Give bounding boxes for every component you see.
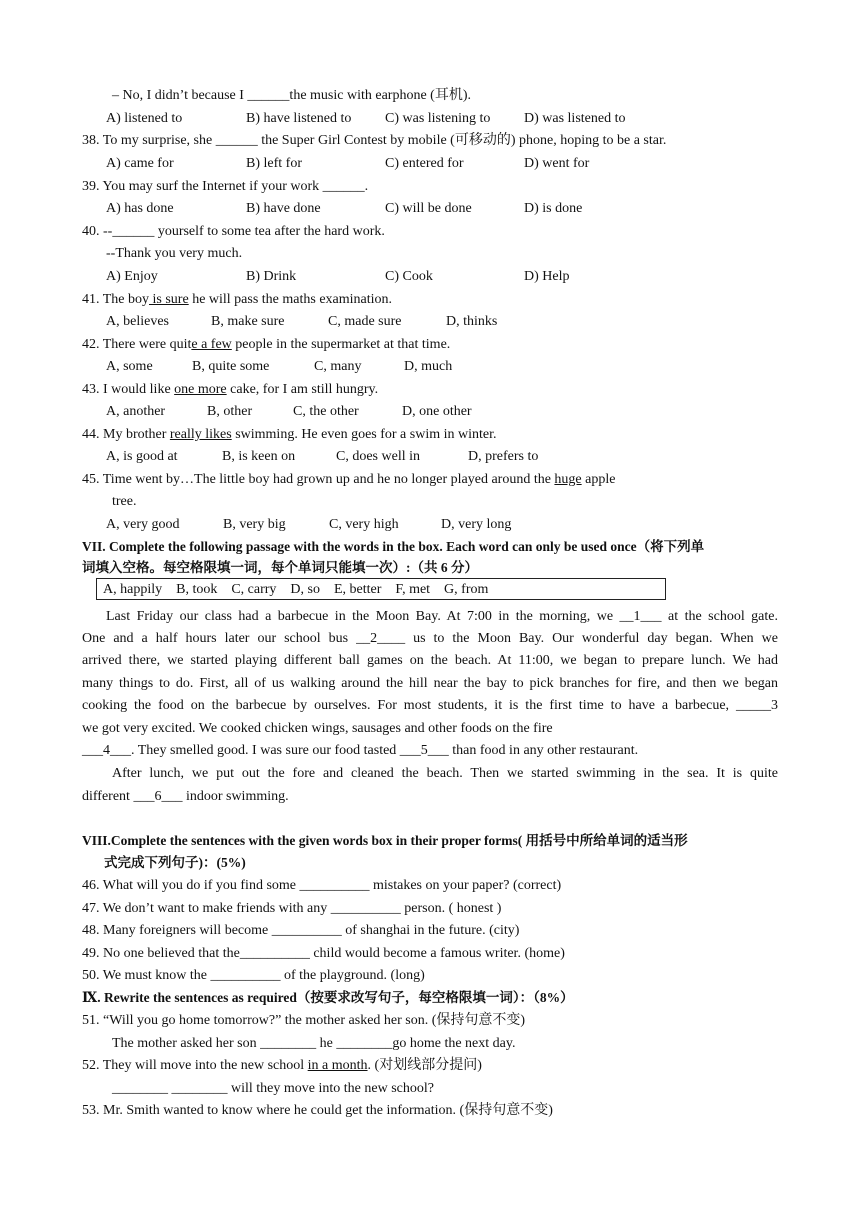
q51-stem: 51. “Will you go home tomorrow?” the mother asked her son. (保持句意不变) bbox=[82, 1013, 526, 1028]
passage-line-2: One and a half hours later our school bus __2____ us to the Moon Bay. Our wonderful day began. When we bbox=[82, 631, 778, 646]
q45-stem bbox=[82, 471, 615, 489]
option-a: A, some bbox=[106, 359, 153, 374]
q52-answer-line: ________ ________ will they move into the new school? bbox=[112, 1081, 434, 1096]
option-a: A) has done bbox=[106, 201, 174, 216]
underlined-phrase: e a few bbox=[191, 337, 232, 352]
option-b: B, is keen on bbox=[222, 449, 296, 464]
stem-text: 45. Time went by…The little boy had grown up and he no longer played around the bbox=[82, 472, 555, 487]
passage-line-3: arrived there, we started playing different ball games on the beach. At 11:00, we began to prepare lunch. We had bbox=[82, 653, 778, 668]
stem-text: he will pass the maths examination. bbox=[188, 292, 393, 307]
option-b: B) have done bbox=[246, 201, 321, 216]
option-b: B) left for bbox=[246, 156, 302, 171]
option-c: C, does well in bbox=[336, 449, 420, 464]
stem-text: . (对划线部分提问) bbox=[367, 1058, 482, 1073]
option-d: D) was listened to bbox=[524, 111, 626, 126]
option-a: A, another bbox=[106, 404, 166, 419]
passage-line-8: After lunch, we put out the fore and cleaned the beach. Then we started swimming in the sea. It is quite bbox=[112, 766, 778, 781]
stem-text: cake, for I am still hungry. bbox=[226, 382, 379, 397]
q45-stem-continued: tree. bbox=[112, 494, 137, 509]
section-7-title-cont: 词填入空格。每空格限填一词，每个单词只能填一次）:（共 6 分） bbox=[82, 560, 478, 575]
stem-text: 52. They will move into the new school bbox=[82, 1058, 308, 1073]
underlined-phrase: in a month bbox=[307, 1058, 368, 1073]
stem-text: 42. There were quit bbox=[82, 337, 192, 352]
q39-stem: 39. You may surf the Internet if your work ______. bbox=[82, 179, 369, 194]
option-d: D) Help bbox=[524, 269, 570, 284]
word-box bbox=[96, 578, 666, 600]
stem-text: swimming. He even goes for a swim in winter. bbox=[231, 427, 497, 442]
passage-line-7: ___4___. They smelled good. I was sure our food tasted ___5___ than food in any other restaurant. bbox=[82, 743, 639, 758]
stem-text: 44. My brother bbox=[82, 427, 170, 442]
q41-stem bbox=[82, 291, 392, 309]
option-a: A, believes bbox=[106, 314, 169, 329]
q38-stem: 38. To my surprise, she ______ the Super Girl Contest by mobile (可移动的) phone, hoping to be a star. bbox=[82, 133, 667, 148]
section-7-title: VII. Complete the following passage with the words in the box. Each word can only be used once（将下列单 bbox=[82, 539, 705, 554]
section-9-title: Ⅸ. Rewrite the sentences as required（按要求改写句子，每空格限填一词）：（8%） bbox=[82, 990, 574, 1005]
underlined-phrase: one more bbox=[174, 382, 227, 397]
q37-reply: – No, I didn’t because I ______the music with earphone (耳机). bbox=[112, 88, 471, 103]
option-c: C, many bbox=[314, 359, 362, 374]
passage-line-9: different ___6___ indoor swimming. bbox=[82, 789, 289, 804]
q40-reply: --Thank you very much. bbox=[106, 246, 243, 261]
passage-line-5: cooking the food on the barbecue by ourselves. For most students, it is the first time to have a barbecue, _____3 bbox=[82, 698, 778, 713]
option-b: B, other bbox=[207, 404, 253, 419]
underlined-phrase: really likes bbox=[169, 427, 232, 442]
q48: 48. Many foreigners will become __________ of shanghai in the future. (city) bbox=[82, 923, 520, 938]
stem-text: people in the supermarket at that time. bbox=[231, 337, 451, 352]
option-c: C) was listening to bbox=[385, 111, 491, 126]
word-box-text: A, happily B, took C, carry D, so E, better F, met G, from bbox=[103, 582, 489, 597]
option-d: D, very long bbox=[441, 517, 512, 532]
passage-line-1: Last Friday our class had a barbecue in the Moon Bay. At 7:00 in the morning, we __1___ at the school gate. bbox=[106, 609, 778, 624]
option-d: D, one other bbox=[402, 404, 472, 419]
passage-line-4: many things to do. First, all of us walking around the hill near the bay to pick branches for fire, and then we began bbox=[82, 676, 778, 691]
q52-stem bbox=[82, 1057, 482, 1075]
option-a: A, is good at bbox=[106, 449, 178, 464]
option-c: C) entered for bbox=[385, 156, 464, 171]
q53-stem: 53. Mr. Smith wanted to know where he could get the information. (保持句意不变) bbox=[82, 1103, 553, 1118]
option-c: C, made sure bbox=[328, 314, 402, 329]
option-c: C, very high bbox=[329, 517, 399, 532]
section-8-title-cont: 式完成下列句子)：(5%) bbox=[104, 855, 246, 870]
option-b: B) have listened to bbox=[246, 111, 352, 126]
option-d: D) is done bbox=[524, 201, 583, 216]
option-d: D, much bbox=[404, 359, 453, 374]
q44-stem bbox=[82, 426, 497, 444]
option-c: C) will be done bbox=[385, 201, 472, 216]
q43-stem bbox=[82, 381, 378, 399]
q49: 49. No one believed that the__________ child would become a famous writer. (home) bbox=[82, 946, 565, 961]
q46: 46. What will you do if you find some __________ mistakes on your paper? (correct) bbox=[82, 878, 562, 893]
underlined-phrase: huge bbox=[554, 472, 582, 487]
option-d: D) went for bbox=[524, 156, 590, 171]
q47: 47. We don’t want to make friends with any __________ person. ( honest ) bbox=[82, 901, 502, 916]
option-b: B) Drink bbox=[246, 269, 297, 284]
option-c: C, the other bbox=[293, 404, 359, 419]
option-b: B, very big bbox=[223, 517, 286, 532]
option-d: D, thinks bbox=[446, 314, 498, 329]
option-b: B, make sure bbox=[211, 314, 285, 329]
underlined-phrase: is sure bbox=[149, 292, 189, 307]
stem-text: 43. I would like bbox=[82, 382, 175, 397]
q51-answer-line: The mother asked her son ________ he ________go home the next day. bbox=[112, 1036, 516, 1051]
option-a: A) listened to bbox=[106, 111, 183, 126]
option-a: A) came for bbox=[106, 156, 174, 171]
q40-stem: 40. --______ yourself to some tea after the hard work. bbox=[82, 224, 385, 239]
option-a: A) Enjoy bbox=[106, 269, 158, 284]
q50: 50. We must know the __________ of the playground. (long) bbox=[82, 968, 425, 983]
option-a: A, very good bbox=[106, 517, 180, 532]
option-b: B, quite some bbox=[192, 359, 270, 374]
option-d: D, prefers to bbox=[468, 449, 539, 464]
section-8-title: VIII.Complete the sentences with the given words box in their proper forms( 用括号中所给单词的适当形 bbox=[82, 833, 688, 848]
stem-text: 41. The boy bbox=[82, 292, 150, 307]
passage-line-6: we got very excited. We cooked chicken wings, sausages and other foods on the fire bbox=[82, 721, 553, 736]
q42-stem bbox=[82, 336, 450, 354]
option-c: C) Cook bbox=[385, 269, 433, 284]
stem-text: apple bbox=[581, 472, 616, 487]
